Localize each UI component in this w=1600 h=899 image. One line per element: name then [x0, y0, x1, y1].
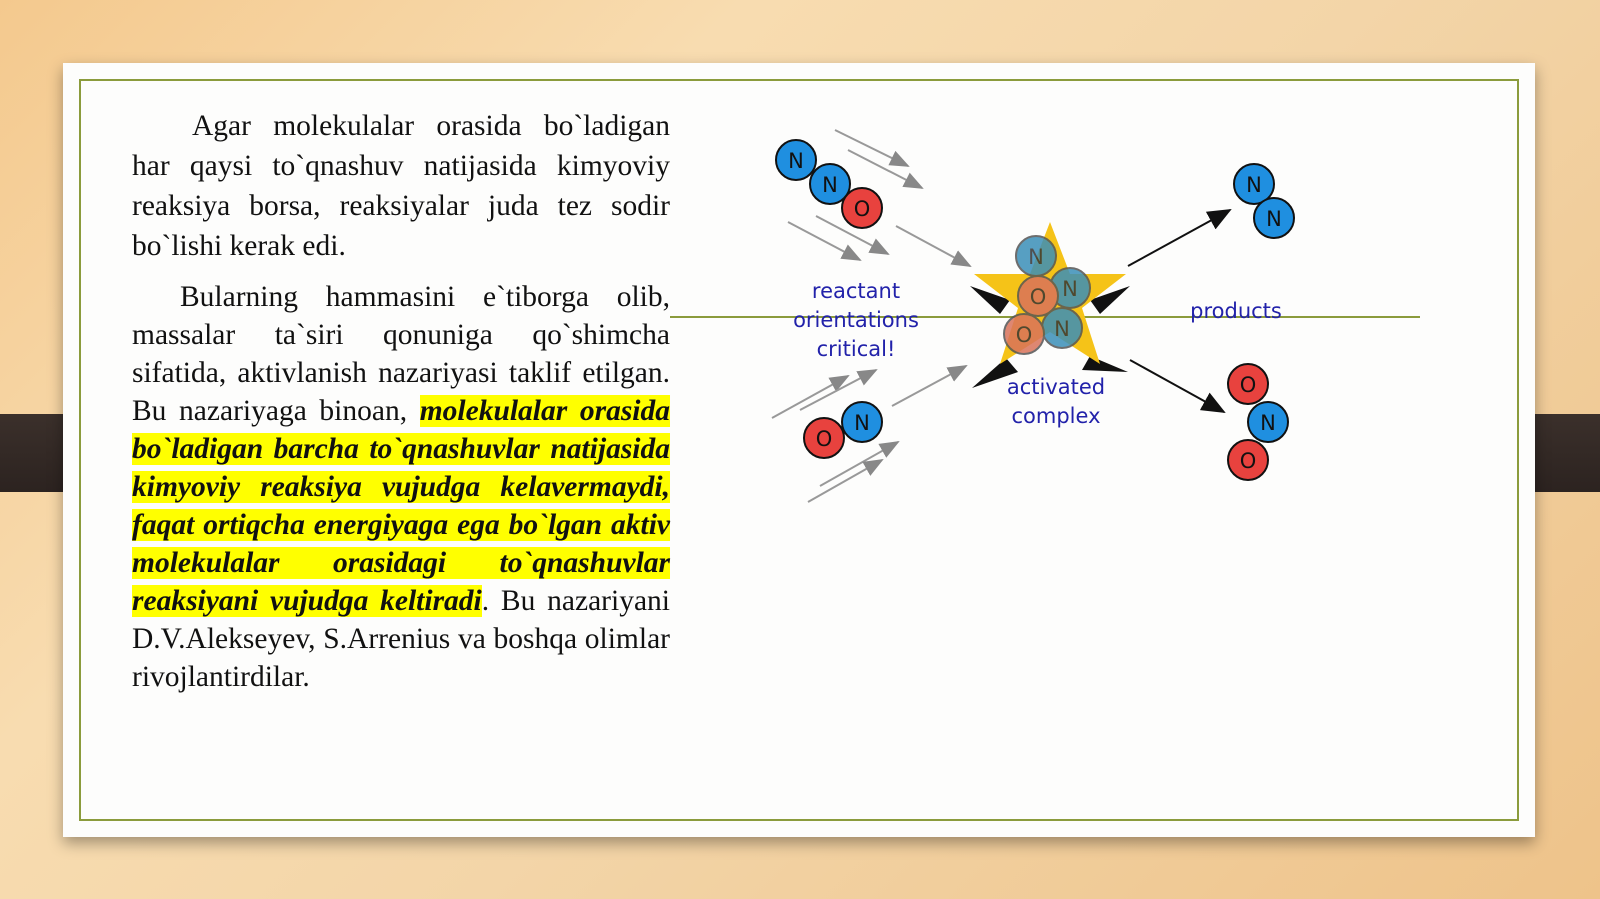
paragraph-2 [132, 278, 670, 696]
products-label: products [1190, 299, 1282, 323]
product-n2-molecule [1234, 164, 1294, 238]
paragraph-2-highlight: molekulalar orasida bo`ladigan barcha to`qnashuvlar natijasida kimyoviy reaksiya vujudga kelavermaydi, faqat ortiqcha energiyaga ega bo`lgan aktiv molekulalar orasidagi to`qnashuvlar reaksiyani vujudga keltiradi [132, 395, 670, 617]
svg-text:N: N [1028, 245, 1044, 269]
svg-text:activated: activated [1006, 375, 1106, 399]
svg-text:O: O [1015, 323, 1033, 347]
svg-text:O: O [1239, 449, 1257, 473]
reactant-n2o-molecule [776, 140, 882, 228]
reactant-orientation-label [793, 279, 919, 361]
svg-text:N: N [822, 173, 838, 197]
paragraph-2-intro: Bularning hammasini e`tiborga olib, massalar ta`siri qonuniga qo`shimcha sifatida, aktivlanish nazariyasi taklif etilgan. Bu nazariyaga binoan, [132, 281, 670, 427]
svg-text:O: O [815, 427, 833, 451]
reactant-no-molecule [804, 402, 882, 458]
activated-complex-label [1007, 375, 1105, 428]
text-column [132, 106, 670, 708]
activated-complex-diagram [760, 110, 1340, 510]
svg-text:O: O [1239, 373, 1257, 397]
svg-text:O: O [1029, 285, 1047, 309]
svg-text:complex: complex [1011, 404, 1101, 428]
svg-text:N: N [854, 411, 870, 435]
paragraph-1: Agar molekulalar orasida bo`ladigan har qaysi to`qnashuv natijasida kimyoviy reaksiya borsa, reaksiyalar juda tez sodir bo`lishi kerak edi. [132, 110, 670, 262]
svg-text:N: N [788, 149, 804, 173]
svg-text:N: N [1054, 317, 1070, 341]
svg-text:N: N [1260, 411, 1276, 435]
svg-text:N: N [1266, 207, 1282, 231]
svg-text:critical!: critical! [816, 337, 896, 361]
svg-text:N: N [1246, 173, 1262, 197]
svg-text:orientations: orientations [793, 308, 919, 332]
svg-text:N: N [1062, 277, 1078, 301]
product-no2-molecule [1228, 364, 1288, 480]
svg-text:O: O [853, 197, 871, 221]
svg-text:reactant: reactant [811, 279, 901, 303]
paragraph-2-outro: . Bu nazariyani D.V.Alekseyev, S.Arrenius va boshqa olimlar rivojlantirdilar. [132, 585, 670, 693]
